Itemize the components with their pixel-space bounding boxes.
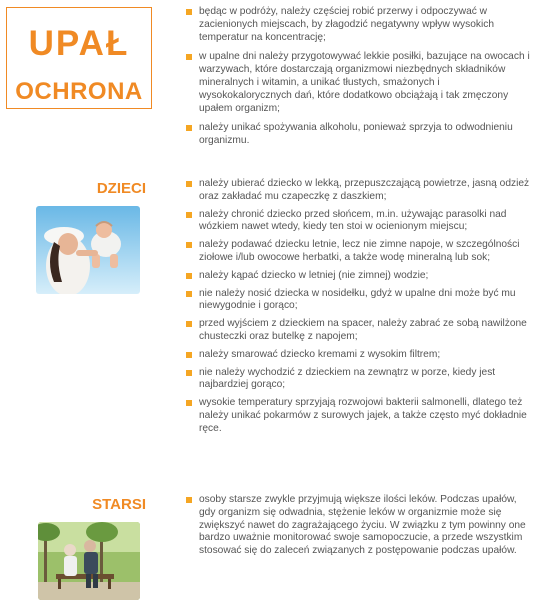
page-subtitle: OCHRONA [15,78,143,105]
bullet-icon [186,291,192,297]
bullet-icon [186,212,192,218]
list-item: będąc w podróży, należy częściej robić przerwy i odpoczywać w zacienionych miejscach, by złagodzić negatywny wpływ wysokich temperatur na koncentrację; [186,6,530,44]
section-heading-children: DZIECI [96,180,146,197]
bullet-icon [186,273,192,279]
list-item: należy chronić dziecko przed słońcem, m.in. używając parasolki nad wózkiem nawet wtedy, kiedy ten stoi w ocienionym miejscu; [186,209,530,235]
bullet-icon [186,321,192,327]
list-item: osoby starsze zwykle przyjmują większe ilości leków. Podczas upałów, gdy organizm się odwadnia, stężenie leków w organizmie może się zwiększyć nawet do zagrażającego życiu. W związku z tym powinny one bardzo uważnie monitorować swoje samopoczucie, a przede wszystkim stosować się do zaleceń związanych z postępowanie podczas upałów. [186,494,530,558]
list-item: należy podawać dziecku letnie, lecz nie zimne napoje, w szczególności ziołowe i/lub owocowe herbatki, a także wodę mineralną lub sok; [186,239,530,265]
list-item: należy unikać spożywania alkoholu, ponieważ sprzyja to odwodnieniu organizmu. [186,122,530,148]
section-heading-elderly: STARSI [92,496,146,513]
bullet-icon [186,370,192,376]
elderly-photo [38,522,140,600]
bullet-icon [186,9,192,15]
bullet-icon [186,497,192,503]
children-tips-list [186,178,530,436]
bullet-icon [186,125,192,131]
general-tips-list [186,6,530,148]
bullet-icon [186,352,192,358]
list-item: przed wyjściem z dzieckiem na spacer, należy zabrać ze sobą nawilżone chusteczki oraz butelkę z napojem; [186,318,530,344]
list-item: należy kąpać dziecko w letniej (nie zimnej) wodzie; [186,270,530,283]
list-item: należy ubierać dziecko w lekką, przepuszczającą powietrze, jasną odzież oraz zakładać mu czapeczkę z daszkiem; [186,178,530,204]
bullet-icon [186,242,192,248]
mother-and-baby-image [36,206,140,294]
elderly-couple-image [38,522,140,600]
elderly-tips-list [186,494,530,558]
list-item: należy smarować dziecko kremami z wysokim filtrem; [186,349,530,362]
bullet-icon [186,400,192,406]
title-box [6,7,152,109]
bullet-icon [186,54,192,60]
list-item: nie należy wychodzić z dzieckiem na zewnątrz w porze, kiedy jest najbardziej gorąco; [186,367,530,393]
list-item: wysokie temperatury sprzyjają rozwojowi bakterii salmonelli, dlatego też należy unikać pokarmów z surowych jajek, a także często myć dokładnie ręce. [186,397,530,435]
children-photo [36,206,140,294]
list-item: nie należy nosić dziecka w nosidełku, gdyż w upalne dni może być mu niewygodnie i gorąco; [186,288,530,314]
bullet-icon [186,181,192,187]
page-title: UPAŁ [28,24,130,63]
list-item: w upalne dni należy przygotowywać lekkie posiłki, bazujące na owocach i warzywach, które dostarczają organizmowi niezbędnych składników mineralnych i witamin, a unikać tłustych, smażonych i wysokokalorycznych dań, które dodatkowo obciążają i tak zmęczony upałem organizm; [186,51,530,115]
